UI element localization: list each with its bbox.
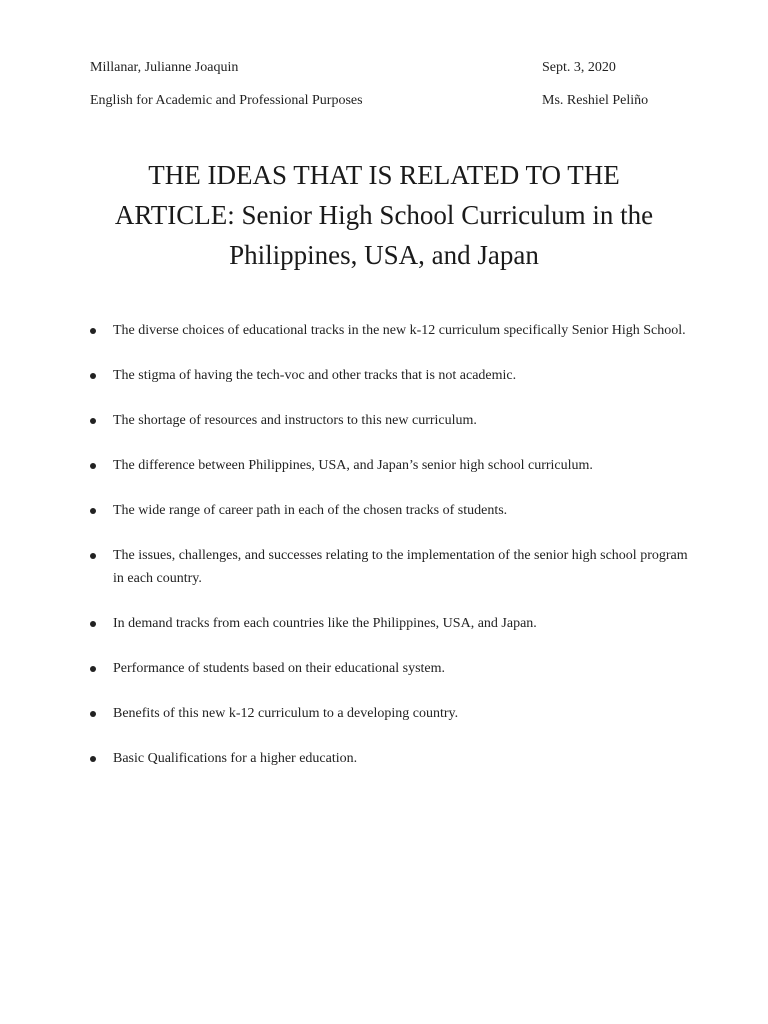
title-line-1: THE IDEAS THAT IS RELATED TO THE <box>148 160 620 190</box>
bullet-icon <box>90 508 96 514</box>
ideas-list <box>90 319 690 792</box>
idea-text: The difference between Philippines, USA, and Japan’s senior high school curriculum. <box>113 458 593 473</box>
idea-text: The shortage of resources and instructors to this new curriculum. <box>113 413 477 428</box>
bullet-icon <box>90 418 96 424</box>
idea-text: The wide range of career path in each of the chosen tracks of students. <box>113 503 508 518</box>
course-name: English for Academic and Professional Purposes <box>90 93 363 108</box>
list-item <box>90 454 690 477</box>
instructor-name: Ms. Reshiel Peliño <box>542 93 649 108</box>
list-item <box>90 657 690 680</box>
title-line-3: Philippines, USA, and Japan <box>229 240 539 270</box>
idea-text: The issues, challenges, and successes relating to the implementation of the senior high school program in each country. <box>113 548 688 586</box>
idea-text: The diverse choices of educational tracks in the new k-12 curriculum specifically Senior High School. <box>113 323 686 338</box>
bullet-icon <box>90 328 96 334</box>
bullet-icon <box>90 463 96 469</box>
list-item <box>90 409 690 432</box>
title-line-2: ARTICLE: Senior High School Curriculum in the <box>114 200 654 230</box>
bullet-icon <box>90 711 96 717</box>
bullet-icon <box>90 666 96 672</box>
idea-text: The stigma of having the tech-voc and other tracks that is not academic. <box>113 368 517 383</box>
bullet-icon <box>90 621 96 627</box>
list-item <box>90 499 690 522</box>
bullet-icon <box>90 756 96 762</box>
author-name: Millanar, Julianne Joaquin <box>90 60 239 75</box>
list-item <box>90 702 690 725</box>
document-date: Sept. 3, 2020 <box>542 60 616 75</box>
list-item <box>90 364 690 387</box>
idea-text: Benefits of this new k-12 curriculum to a developing country. <box>113 706 459 721</box>
idea-text: Basic Qualifications for a higher education. <box>113 751 358 766</box>
idea-text: In demand tracks from each countries like the Philippines, USA, and Japan. <box>113 616 537 631</box>
list-item <box>90 319 690 342</box>
list-item <box>90 747 690 770</box>
document-title <box>90 155 678 275</box>
idea-text: Performance of students based on their educational system. <box>113 661 446 676</box>
bullet-icon <box>90 553 96 559</box>
bullet-icon <box>90 373 96 379</box>
list-item <box>90 612 690 635</box>
list-item <box>90 544 690 590</box>
